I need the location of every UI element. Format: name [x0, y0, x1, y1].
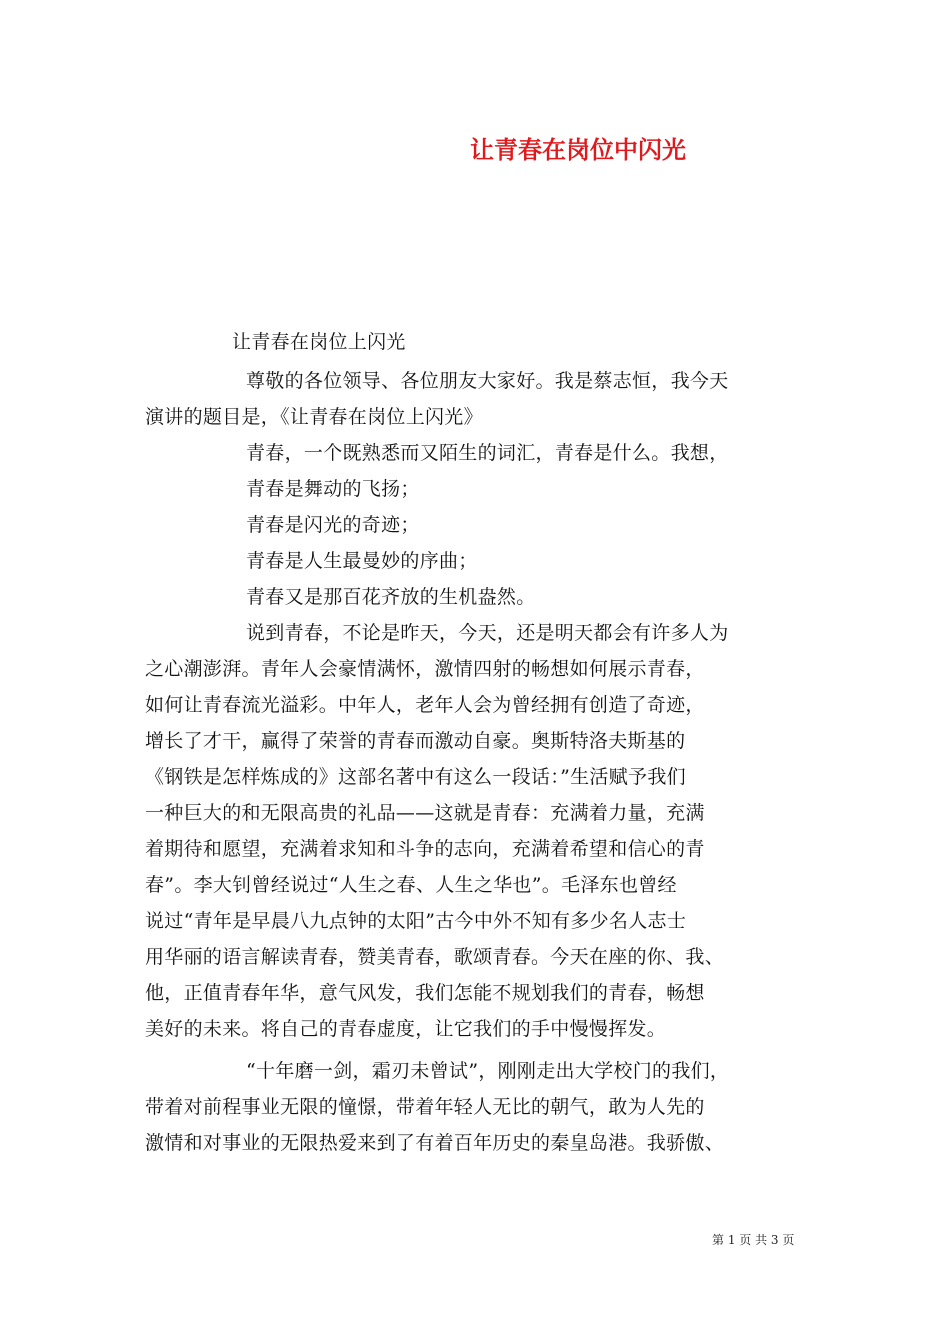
paragraph-line: 带着对前程事业无限的憧憬，带着年轻人无比的朝气，敢为人先的	[145, 1096, 705, 1118]
paragraph-line: 演讲的题目是，《让青春在岗位上闪光》	[145, 406, 483, 428]
paragraph-line: 一种巨大的和无限高贵的礼品——这就是青春：充满着力量，充满	[145, 802, 705, 824]
paragraph-line: 用华丽的语言解读青春，赞美青春，歌颂青春。今天在座的你、我、	[145, 946, 725, 968]
paragraph-line: 他，正值青春年华，意气风发，我们怎能不规划我们的青春，畅想	[145, 982, 705, 1004]
paragraph-line: “十年磨一剑，霜刃未曾试”，刚刚走出大学校门的我们，	[246, 1060, 730, 1082]
paragraph-line: 如何让青春流光溢彩。中年人，老年人会为曾经拥有创造了奇迹，	[145, 694, 705, 716]
paragraph-line: 增长了才干，赢得了荣誉的青春而激动自豪。奥斯特洛夫斯基的	[145, 730, 686, 752]
paragraph-line: 美好的未来。将自己的青春虚度，让它我们的手中慢慢挥发。	[145, 1018, 667, 1040]
page-title: 让青春在岗位中闪光	[470, 135, 686, 164]
paragraph-line: 青春是舞动的飞扬；	[246, 478, 420, 500]
paragraph-line: 《钢铁是怎样炼成的》这部名著中有这么一段话：”生活赋予我们	[145, 766, 686, 788]
paragraph-line: 之心潮澎湃。青年人会豪情满怀，激情四射的畅想如何展示青春，	[145, 658, 705, 680]
paragraph-line: 青春又是那百花齐放的生机盎然。	[246, 586, 536, 608]
paragraph-line: 激情和对事业的无限热爱来到了有着百年历史的秦皇岛港。我骄傲、	[145, 1132, 725, 1154]
paragraph-line: 青春是人生最曼妙的序曲；	[246, 550, 478, 572]
paragraph-line: 青春是闪光的奇迹；	[246, 514, 420, 536]
paragraph-line: 说过“青年是早晨八九点钟的太阳”古今中外不知有多少名人志士	[145, 910, 687, 932]
paragraph-line: 说到青春，不论是昨天，今天，还是明天都会有许多人为	[246, 622, 729, 644]
paragraph-line: 尊敬的各位领导、各位朋友大家好。我是蔡志恒，我今天	[246, 370, 729, 392]
paragraph-line: 着期待和愿望，充满着求知和斗争的志向，充满着希望和信心的青	[145, 838, 705, 860]
speech-subtitle: 让青春在岗位上闪光	[232, 331, 406, 353]
paragraph-line: 春”。李大钊曾经说过“人生之春、人生之华也”。毛泽东也曾经	[145, 874, 677, 896]
page-number: 第 1 页 共 3 页	[712, 1233, 795, 1247]
paragraph-line: 青春，一个既熟悉而又陌生的词汇，青春是什么。我想，	[246, 442, 729, 464]
